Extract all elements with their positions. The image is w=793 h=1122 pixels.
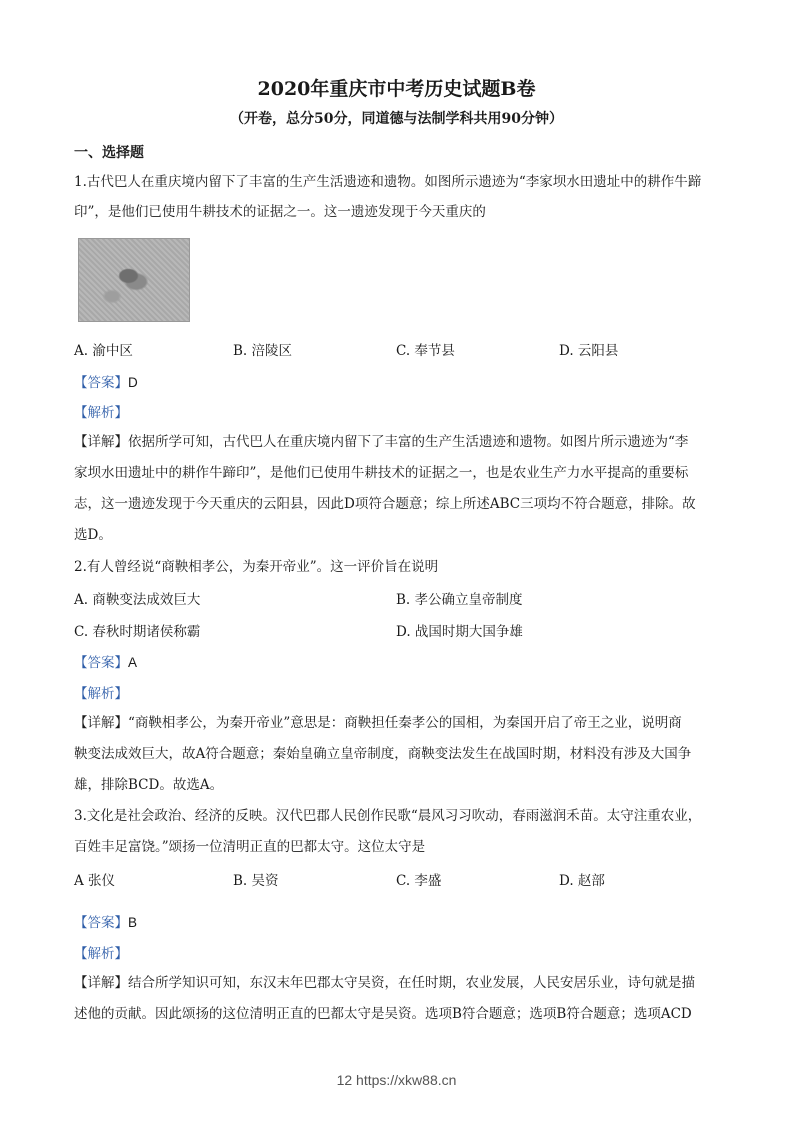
q1-stem-line2: 印”，是他们已使用牛耕技术的证据之一。这一遗迹发现于今天重庆的 — [74, 204, 486, 220]
q3-analysis-label: 【解析】 — [74, 946, 128, 962]
q1-detail-line4: 选D。 — [74, 527, 112, 543]
q3-option-d: D. 赵部 — [559, 873, 605, 889]
q1-detail-line2: 家坝水田遗址中的耕作牛蹄印”，是他们已使用牛耕技术的证据之一，也是农业生产力水平提高的重要标 — [74, 465, 689, 481]
q2-answer — [74, 651, 137, 671]
q3-analysis — [74, 942, 128, 962]
q3-answer-label: 【答案】 — [74, 915, 128, 931]
q3-option-b: B. 吴资 — [233, 873, 279, 889]
q1-answer-label: 【答案】 — [74, 375, 128, 391]
hoofprint-image — [78, 238, 190, 322]
q1-option-c: C. 奉节县 — [396, 343, 455, 359]
document-subtitle: （开卷，总分50分，同道德与法制学科共用90分钟） — [230, 111, 563, 127]
page-footer: 12 https://xkw88.cn — [336, 1072, 457, 1088]
q3-option-a: A 张仪 — [74, 873, 116, 889]
q2-option-d: D. 战国时期大国争雄 — [396, 624, 523, 640]
q3-detail-line2: 述他的贡献。因此颂扬的这位清明正直的巴都太守是吴资。选项B符合题意；选项B符合题意；选项ACD — [74, 1006, 692, 1022]
q3-detail-line1: 【详解】结合所学知识可知，东汉末年巴郡太守吴资，在任时期，农业发展，人民安居乐业，诗句就是描 — [74, 975, 695, 991]
section-heading: 一、选择题 — [74, 145, 144, 161]
q2-detail-line3: 雄，排除BCD。故选A。 — [74, 777, 224, 793]
q1-detail-line3: 志，这一遗迹发现于今天重庆的云阳县，因此D项符合题意；综上所述ABC三项均不符合题意，排除。故 — [74, 496, 696, 512]
q2-option-c: C. 春秋时期诸侯称霸 — [74, 624, 201, 640]
q3-option-c: C. 李盛 — [396, 873, 442, 889]
q2-option-a: A. 商鞅变法成效巨大 — [74, 592, 201, 608]
q2-answer-value: A — [128, 655, 138, 670]
q2-detail-line2: 鞅变法成效巨大，故A符合题意；秦始皇确立皇帝制度，商鞅变法发生在战国时期，材料没有涉及大国争 — [74, 746, 692, 762]
q1-option-b: B. 涪陵区 — [233, 343, 293, 359]
q2-analysis — [74, 682, 128, 702]
q3-stem-line1: 3.文化是社会政治、经济的反映。汉代巴郡人民创作民歌“晨风习习吹动，春雨滋润禾苗。太守注重农业， — [74, 808, 702, 824]
q2-answer-label: 【答案】 — [74, 655, 128, 671]
q3-answer-value: B — [128, 915, 138, 930]
q2-detail-line1: 【详解】“商鞅相孝公，为秦开帝业”意思是：商鞅担任秦孝公的国相，为秦国开启了帝王之业，说明商 — [74, 715, 682, 731]
q3-stem-line2: 百姓丰足富饶。”颂扬一位清明正直的巴都太守。这位太守是 — [74, 839, 426, 855]
q1-answer — [74, 371, 138, 391]
q1-answer-value: D — [128, 375, 138, 390]
q2-analysis-label: 【解析】 — [74, 686, 128, 702]
q1-analysis — [74, 401, 128, 421]
q3-answer — [74, 911, 137, 931]
q2-option-b: B. 孝公确立皇帝制度 — [396, 592, 523, 608]
q1-option-d: D. 云阳县 — [559, 343, 619, 359]
q1-detail-line1: 【详解】依据所学可知，古代巴人在重庆境内留下了丰富的生产生活遗迹和遗物。如图片所示遗迹为“李 — [74, 434, 689, 450]
q2-stem-line1: 2.有人曾经说“商鞅相孝公，为秦开帝业”。这一评价旨在说明 — [74, 559, 439, 575]
q1-option-a: A. 渝中区 — [74, 343, 133, 359]
q1-stem-line1: 1.古代巴人在重庆境内留下了丰富的生产生活遗迹和遗物。如图所示遗迹为“李家坝水田遗址中的耕作牛蹄 — [74, 174, 702, 190]
document-title: 2020年重庆市中考历史试题B卷 — [257, 78, 536, 100]
q1-analysis-label: 【解析】 — [74, 405, 128, 421]
